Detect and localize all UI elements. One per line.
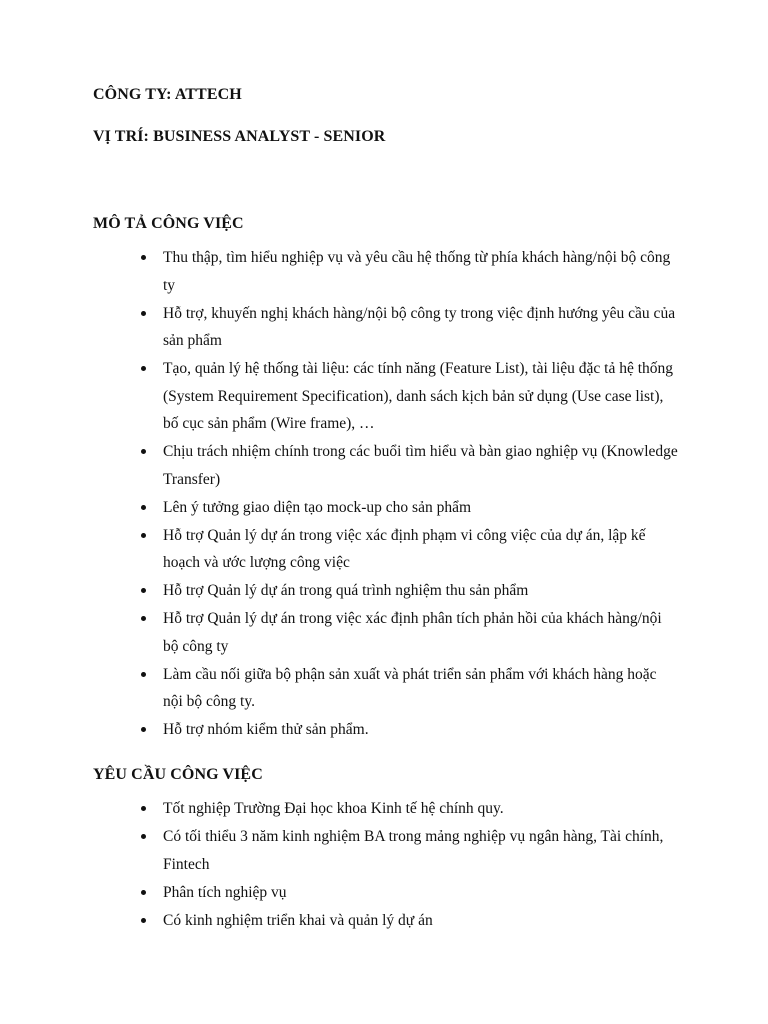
list-item: Có tối thiểu 3 năm kinh nghiệm BA trong mảng nghiệp vụ ngân hàng, Tài chính, Fintech [0,823,768,878]
requirements-list [0,795,768,935]
company-heading: CÔNG TY: ATTECH [93,86,242,103]
position-heading: VỊ TRÍ: BUSINESS ANALYST - SENIOR [93,128,386,145]
list-item: Phân tích nghiệp vụ [0,879,768,907]
list-item: Hỗ trợ Quản lý dự án trong quá trình nghiệm thu sản phẩm [0,577,768,605]
description-list [0,244,768,744]
list-item: Chịu trách nhiệm chính trong các buổi tìm hiểu và bàn giao nghiệp vụ (Knowledge Transfer) [0,438,768,493]
list-item: Lên ý tưởng giao diện tạo mock-up cho sản phẩm [0,494,768,522]
list-item: Hỗ trợ, khuyến nghị khách hàng/nội bộ công ty trong việc định hướng yêu cầu của sản phẩm [0,300,768,355]
list-item: Thu thập, tìm hiểu nghiệp vụ và yêu cầu hệ thống từ phía khách hàng/nội bộ công ty [0,244,768,299]
list-item: Hỗ trợ Quản lý dự án trong việc xác định phân tích phản hồi của khách hàng/nội bộ công ty [0,605,768,660]
description-section-title: MÔ TẢ CÔNG VIỆC [93,215,244,232]
list-item: Có kinh nghiệm triển khai và quản lý dự án [0,907,768,935]
requirements-section-title: YÊU CẦU CÔNG VIỆC [93,766,263,783]
list-item: Hỗ trợ nhóm kiểm thử sản phẩm. [0,716,768,744]
list-item: Làm cầu nối giữa bộ phận sản xuất và phát triển sản phẩm với khách hàng hoặc nội bộ công ty. [0,661,768,716]
list-item: Hỗ trợ Quản lý dự án trong việc xác định phạm vi công việc của dự án, lập kế hoạch và ước lượng công việc [0,522,768,577]
list-item: Tạo, quản lý hệ thống tài liệu: các tính năng (Feature List), tài liệu đặc tả hệ thống (System Requirement Specification), danh sách kịch bản sử dụng (Use case list), bố cục sản phẩm (Wire frame), … [0,355,768,438]
list-item: Tốt nghiệp Trường Đại học khoa Kinh tế hệ chính quy. [0,795,768,823]
